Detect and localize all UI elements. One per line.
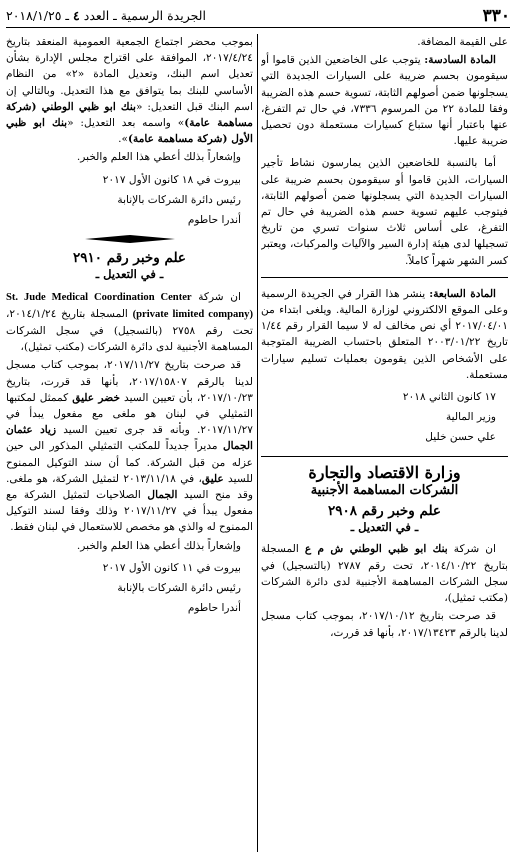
page-number: ٣٣٠ xyxy=(482,5,510,26)
notice-title: علم وخبر رقم ٢٩١٠ xyxy=(73,250,186,267)
text-span: بموجب محضر اجتماع الجمعية العمومية المنعقد بتاريخ ٢٠١٧/٤/٢٤، الموافقة على اقتراح مجلس الإدارة بشأن تعديل اسم البنك، وتعديل المادة «٢» من النظام الأساسي للبنك بما يتوافق مع هذا التعديل. وبالتالي إن اسم البنك قبل التعديل: « xyxy=(6,36,253,113)
text-span: ان شركة xyxy=(447,543,497,556)
publication-line xyxy=(6,8,206,23)
person-name: عليق xyxy=(201,472,224,485)
article-seven-label: المادة السابعة: xyxy=(429,287,496,300)
signature-title: رئيس دائرة الشركات بالإنابة xyxy=(117,193,241,206)
resolution-paragraph xyxy=(6,34,253,147)
text-span: ان شركة xyxy=(191,290,241,303)
notice-paragraph xyxy=(261,541,508,606)
left-column xyxy=(6,34,253,852)
notice-subtitle: ـ في التعديل ـ xyxy=(95,267,164,282)
separator-line xyxy=(261,277,508,278)
minister-signature xyxy=(261,389,508,446)
new-bank-name: بنك ابو ظبي الأول (شركة مساهمة عامة) xyxy=(6,117,253,146)
article-six-text: يتوجب على الخاضعين الذين قاموا أو سيقومون بحسم ضريبة على السيارات الجديدة التي يسجلونها ضمن أصولهم الثابتة، تسوية حسم هذه الضريبة وفقا للمادة ٢٢ من المرسوم ٧٣٣٦، في حال تم التفرغ، عنها باعتبار أنها ستباع كسيارات مستعملة دون تحصيل ضريبة عليها. xyxy=(261,54,508,148)
signature-name: أندرا حاطوم xyxy=(187,214,241,227)
person-name: خضر عليق xyxy=(72,391,121,404)
page-header xyxy=(6,4,510,28)
publication-name: الجريدة الرسمية ـ العدد xyxy=(83,8,206,23)
ornament-divider xyxy=(6,234,253,244)
company-name: بنك ابو ظبي الوطني ش م ع xyxy=(304,543,448,556)
article-seven-text: ينشر هذا القرار في الجريدة الرسمية وعلى الموقع الالكتروني لوزارة المالية. ويلغى ابتداء من ٢٠١٧/٠٤/٠١ أي نص مخالف له لا سيما القرار رقم ١/٤٤ تاريخ ٢٠٠٣/٠١/٢٢ المتعلق باحتساب الضريبة المتوجبة على الأشخاص الذين يقومون بعمليات تسليم سيارات مستعملة. xyxy=(261,287,508,381)
person-name: الجمال xyxy=(147,489,178,502)
closing-line: وإشعاراً بذلك أعطي هذا العلم والخبر. xyxy=(76,539,241,552)
signature-date: بيروت في ١١ كانون الأول ٢٠١٧ xyxy=(102,561,241,574)
signature-name: أندرا حاطوم xyxy=(187,602,241,615)
registrar-signature xyxy=(6,560,253,617)
right-column xyxy=(261,34,508,852)
article-six xyxy=(261,52,508,149)
notice-title: علم وخبر رقم ٢٩٠٨ xyxy=(328,503,441,520)
notice-paragraph xyxy=(6,289,253,356)
notice-paragraph: قد صرحت بتاريخ ٢٠١٧/١٠/١٢، بموجب كتاب مسجل لدينا بالرقم ٢٠١٧/١٣٤٢٣، بأنها قد قررت، xyxy=(261,610,508,639)
notice-subtitle: ـ في التعديل ـ xyxy=(350,520,419,535)
issue-number: ٤ xyxy=(73,8,80,23)
text-span: المسجلة بتاريخ ٢٠١٤/١٠/٢٢، تحت رقم ٢٧٨٧ (بالتسجيل) في سجل الشركات المساهمة الأجنبية لدى دائرة الشركات (مكتب تمثيل)، xyxy=(261,543,508,605)
text-span: ». xyxy=(118,133,129,146)
signature-date: ١٧ كانون الثاني ٢٠١٨ xyxy=(402,391,496,404)
text-span: المسجلة بتاريخ ٢٠١٤/١/٢٤، تحت رقم ٢٧٥٨ (بالتسجيل) في سجل الشركات المساهمة الأجنبية لدى دائرة الشركات (مكتب تمثيل)، xyxy=(6,307,253,354)
text-span: الصلاحيات لتمثيل الشركة مع مفعول يبدأ في ٢٠١٧/١١/٢٧ وذلك وفقا لسند التوكيل الممنوح له والذي هو مخصص للاستعمال في لبنان فقط. xyxy=(6,489,253,534)
text-span: كممثل لمكتبها التمثيلي في لبنان هو ملغى مع مفعول يبدأ في ٢٠١٧/١١/٢٧. وبأنه قد جرى تعيين السيد xyxy=(6,391,253,437)
closing-line: وإشعاراً بذلك أعطي هذا العلم والخبر. xyxy=(76,151,241,164)
registrar-signature xyxy=(6,172,253,229)
rental-paragraph: أما بالنسبة للخاضعين الذين يمارسون نشاط تأجير السيارات، الذين قاموا أو سيقومون بحسم ضريبة على السيارات الجديدة التي يسجلونها ضمن أصولهم الثابتة، فيتوجب عليهم تسوية حسم هذه الضريبة في حال تم التفرغ، على أساس ثلاث سنوات تسري من تاريخ تسجيلها لدى هيئة إدارة السير والآليات والمركبات، ويعتبر كسر الشهر شهراً كاملاً. xyxy=(261,157,508,267)
signature-name: علي حسن خليل xyxy=(425,431,496,444)
signature-title: وزير المالية xyxy=(445,411,496,424)
continuation-text: على القيمة المضافة. xyxy=(417,36,508,48)
ministry-heading: وزارة الاقتصاد والتجارة xyxy=(308,462,461,482)
column-divider xyxy=(257,34,258,852)
article-seven xyxy=(261,286,508,383)
signature-date: بيروت في ١٨ كانون الأول ٢٠١٧ xyxy=(102,173,241,186)
signature-title: رئيس دائرة الشركات بالإنابة xyxy=(117,582,241,595)
divider-ornament-icon xyxy=(85,234,175,244)
separator-line xyxy=(261,456,508,457)
old-bank-name: بنك ابو ظبي الوطني (شركة مساهمة عامة) xyxy=(6,100,253,130)
notice-paragraph xyxy=(6,357,253,535)
text-span: » واسمه بعد التعديل: « xyxy=(67,117,185,130)
company-name: St. Jude Medical Coordination Center (private limited company) xyxy=(6,291,253,320)
text-span: قد صرحت بتاريخ ٢٠١٧/١١/٢٧، بموجب كتاب مسجل لدينا بالرقم ٢٠١٧/١٥٨٠٧، بأنها قد قررت، بتاريخ ٢٠١٧/١٠/٢٣، بأن تعيين السيد xyxy=(6,359,253,404)
text-span: مديراً جديداً للمكتب التمثيلي المذكور الى حين عزله من قبل الشركة. كما أن سند التوكيل الممنوح للسيد xyxy=(6,440,253,485)
person-name: زياد عثمان الجمال xyxy=(6,424,253,453)
issue-date: ـ ٢٠١٨/١/٢٥ xyxy=(6,8,70,23)
article-six-label: المادة السادسة: xyxy=(424,54,496,67)
text-span: ، في ٢٠١٣/١١/١٨ لتمثيل الشركة، هو ملغى. وقد منح السيد xyxy=(6,472,253,502)
section-heading: الشركات المساهمة الأجنبية xyxy=(310,482,459,498)
